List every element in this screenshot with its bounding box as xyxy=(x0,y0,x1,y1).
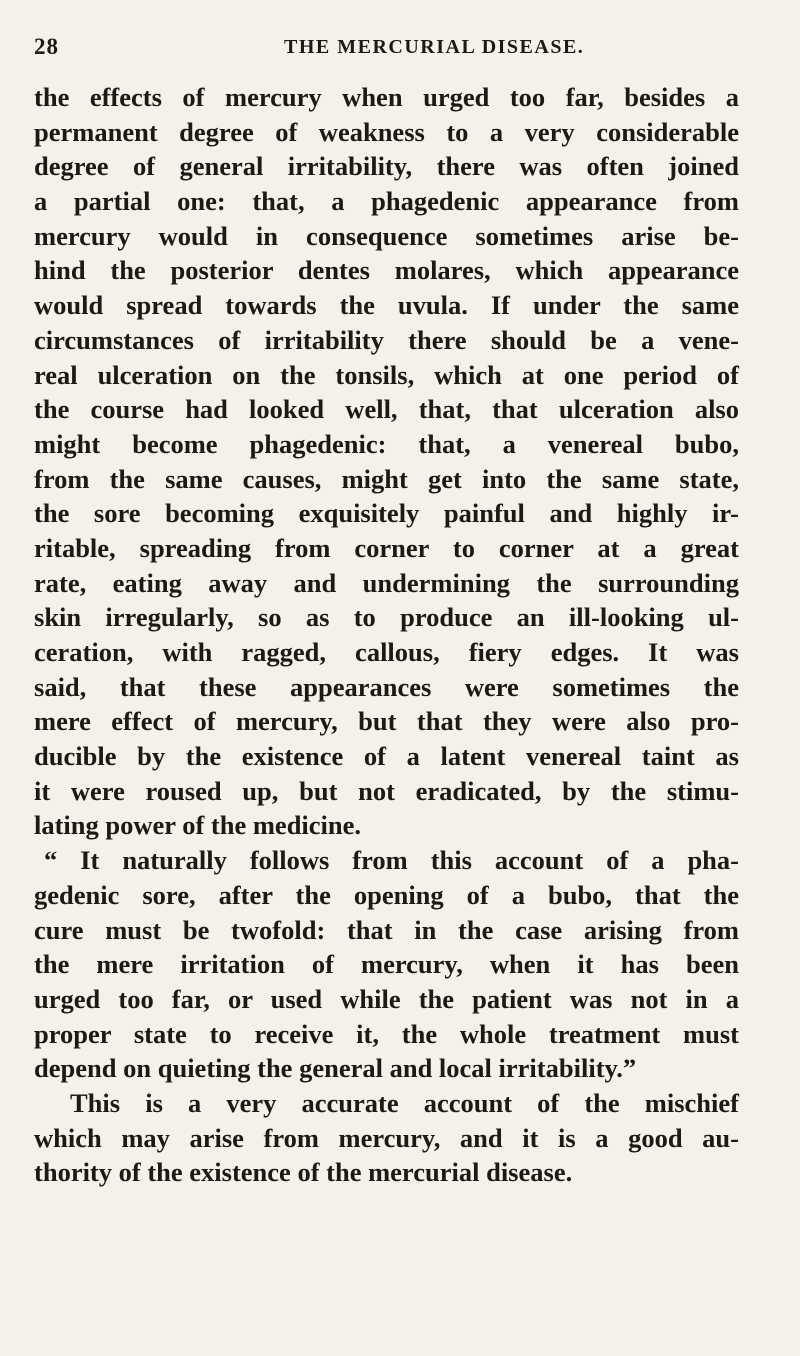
text-line: proper state to receive it, the whole treatment must xyxy=(34,1018,739,1049)
text-line: thority of the existence of the mercurial disease. xyxy=(34,1157,573,1188)
text-line: mercury would in consequence sometimes arise be- xyxy=(34,220,739,251)
text-line: the sore becoming exquisitely painful and highly ir- xyxy=(34,498,739,529)
text-line: real ulceration on the tonsils, which at one period of xyxy=(34,359,739,390)
text-line: This is a very accurate account of the mischief xyxy=(70,1087,739,1118)
text-line: degree of general irritability, there was often joined xyxy=(34,151,739,182)
text-line: lating power of the medicine. xyxy=(34,810,362,841)
page-header xyxy=(34,34,734,64)
text-line: urged too far, or used while the patient was not in a xyxy=(34,983,739,1014)
text-line: circumstances of irritability there should be a vene- xyxy=(34,324,739,355)
text-line: ceration, with ragged, callous, fiery edges. It was xyxy=(34,637,739,667)
text-line: “ It naturally follows from this account of a pha- xyxy=(44,845,739,876)
text-line: permanent degree of weakness to a very considerable xyxy=(34,116,739,147)
page-number: 28 xyxy=(34,34,59,59)
running-title: THE MERCURIAL DISEASE. xyxy=(284,36,585,58)
body-text xyxy=(34,80,739,1190)
text-line: said, that these appearances were sometimes the xyxy=(34,671,739,702)
text-line: a partial one: that, a phagedenic appearance from xyxy=(34,186,739,217)
text-line: gedenic sore, after the opening of a bubo, that the xyxy=(34,879,739,910)
text-line: it were roused up, but not eradicated, by the stimu- xyxy=(34,775,739,806)
text-line: cure must be twofold: that in the case arising from xyxy=(34,914,739,945)
text-line: depend on quieting the general and local irritability.” xyxy=(34,1053,637,1084)
text-line: hind the posterior dentes molares, which appearance xyxy=(34,255,739,286)
text-line: skin irregularly, so as to produce an ill-looking ul- xyxy=(34,602,739,633)
text-line: mere effect of mercury, but that they were also pro- xyxy=(34,706,739,737)
text-line: which may arise from mercury, and it is a good au- xyxy=(34,1122,739,1153)
text-line: rate, eating away and undermining the surrounding xyxy=(34,567,739,598)
text-line: would spread towards the uvula. If under the same xyxy=(34,290,739,321)
text-line: ritable, spreading from corner to corner at a great xyxy=(34,532,739,563)
text-line: the mere irritation of mercury, when it has been xyxy=(34,949,739,980)
text-line: the course had looked well, that, that ulceration also xyxy=(34,394,739,425)
text-line: ducible by the existence of a latent venereal taint as xyxy=(34,741,739,772)
text-line: the effects of mercury when urged too far, besides a xyxy=(34,82,739,112)
text-line: from the same causes, might get into the same state, xyxy=(34,463,739,494)
text-line: might become phagedenic: that, a venereal bubo, xyxy=(34,428,739,459)
